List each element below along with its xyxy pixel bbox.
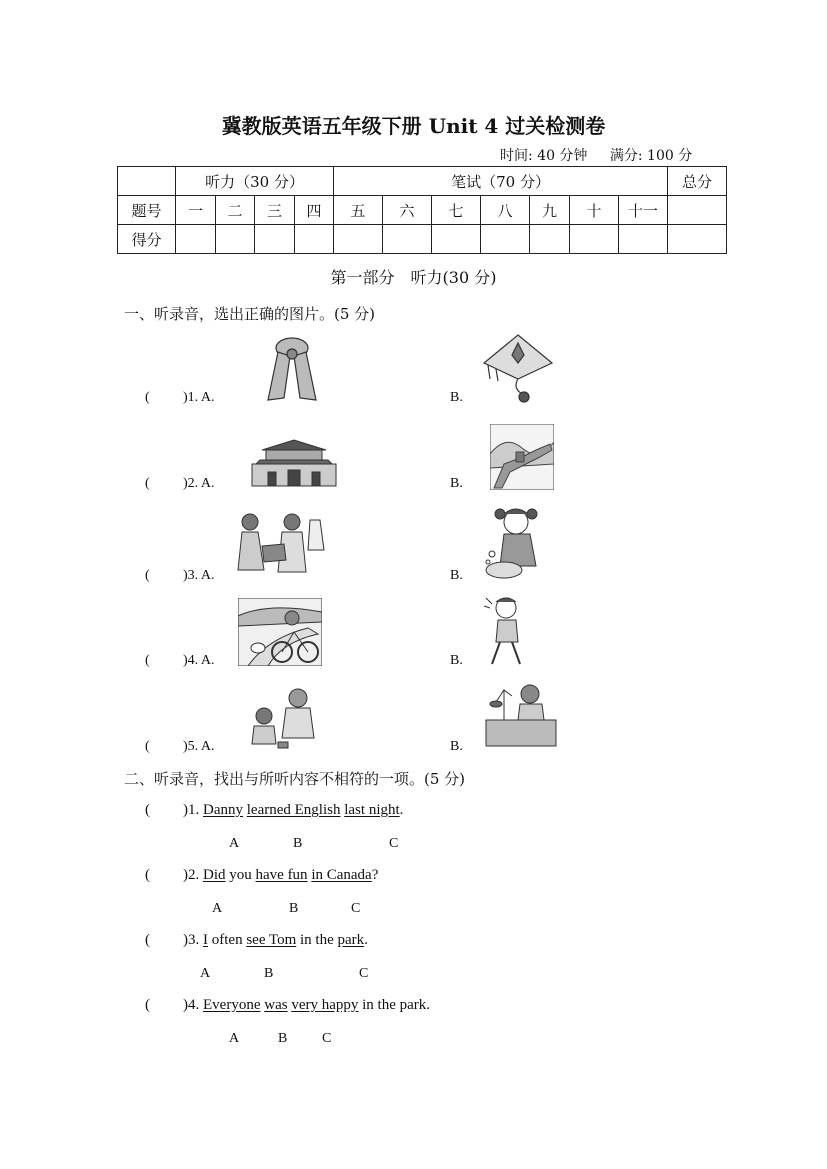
question-number: 一 [176,196,216,225]
question-number: 三 [255,196,295,225]
question-number: )5. A. [183,739,215,754]
question-number: )3. [183,932,203,948]
option-b-label: B. [450,476,463,491]
option-c-text: park [337,932,365,948]
question-number: )4. A. [183,653,215,668]
label-b: B [293,836,303,851]
sentence-end: ? [371,867,379,883]
answer-paren[interactable]: ( [145,867,150,883]
label-a: A [200,966,211,981]
text-gap: often [208,932,247,948]
palace-picture [248,438,340,490]
exam-info [500,145,692,165]
option-b-label: B. [450,390,463,405]
score-cell[interactable] [570,225,619,254]
question-number: 八 [481,196,530,225]
answer-paren[interactable]: ( [145,997,150,1013]
label-b: B [278,1031,288,1046]
scarf-picture [262,334,322,404]
question-number: )1. A. [183,390,215,405]
section-two-title: 二、听录音，找出与所听内容不相符的一项。(5 分) [124,770,466,788]
score-cell[interactable] [176,225,216,254]
label-b: B [289,901,299,916]
q2-item-1 [145,802,403,819]
riding-bike-picture [238,598,322,666]
girl-washing-picture [482,504,548,584]
question-number: 七 [432,196,481,225]
option-a-text: Did [203,867,226,883]
question-number: )2. [183,867,203,883]
score-cell[interactable] [432,225,481,254]
children-playing-picture [248,686,322,750]
question-number: )1. [183,802,203,818]
great-wall-picture [490,424,554,490]
question-row [145,476,215,492]
girl-at-desk-picture [484,680,558,750]
full-score: 满分: 100 分 [609,148,693,164]
option-b-text: have fun [255,867,308,883]
kite-picture [482,333,554,405]
label-a: A [229,1031,240,1046]
q2-item-2 [145,867,378,884]
score-table-corner [118,167,176,196]
question-row [145,390,215,406]
score-cell[interactable] [334,225,383,254]
label-c: C [389,836,399,851]
total-cell [668,196,727,225]
girl-running-picture [482,594,532,670]
option-a-text: I [203,932,208,948]
option-c-text: in Canada [311,867,372,883]
text-gap: in the [296,932,338,948]
question-number-label: 题号 [118,196,176,225]
time-limit: 时间: 40 分钟 [500,148,588,164]
score-cell[interactable] [255,225,295,254]
score-label: 得分 [118,225,176,254]
answer-paren[interactable]: ( [145,802,150,818]
shopping-women-picture [236,510,326,580]
option-b-text: was [264,997,288,1013]
label-c: C [351,901,361,916]
label-c: C [359,966,369,981]
question-row [145,739,215,755]
answer-paren[interactable]: ( [145,739,150,754]
question-number: )3. A. [183,568,215,583]
question-number: 十 [570,196,619,225]
score-cell[interactable] [216,225,255,254]
label-c: C [322,1031,332,1046]
question-number: 五 [334,196,383,225]
q2-item-3 [145,932,368,949]
option-b-label: B. [450,568,463,583]
score-cell[interactable] [668,225,727,254]
question-number: )2. A. [183,476,215,491]
sentence-end: in the park. [358,997,431,1013]
option-a-text: Danny [203,802,243,818]
section-one-title: 一、听录音，选出正确的图片。(5 分) [124,305,376,323]
question-number: )4. [183,997,203,1013]
score-cell[interactable] [295,225,334,254]
score-cell[interactable] [530,225,570,254]
label-a: A [212,901,223,916]
sentence-end: . [364,932,368,948]
question-number: 四 [295,196,334,225]
listening-header: 听力（30 分） [176,167,334,196]
option-b-label: B. [450,739,463,754]
writing-header: 笔试（70 分） [334,167,668,196]
q2-item-4 [145,997,430,1014]
text-gap: you [225,867,256,883]
option-c-text: last night [344,802,400,818]
option-a-text: Everyone [203,997,261,1013]
option-b-text: learned English [246,802,341,818]
option-c-text: very happy [291,997,359,1013]
total-header: 总分 [668,167,727,196]
label-a: A [229,836,240,851]
answer-paren[interactable]: ( [145,653,150,668]
question-number: 十一 [619,196,668,225]
answer-paren[interactable]: ( [145,932,150,948]
part-one-title: 第一部分 听力(30 分) [330,268,497,287]
answer-paren[interactable]: ( [145,390,150,405]
score-cell[interactable] [481,225,530,254]
option-b-text: see Tom [246,932,297,948]
question-number: 六 [383,196,432,225]
score-cell[interactable] [383,225,432,254]
question-row [145,653,215,669]
question-row [145,568,215,584]
option-b-label: B. [450,653,463,668]
sentence-end: . [399,802,404,818]
answer-paren[interactable]: ( [145,568,150,583]
score-table [117,166,727,254]
page-title: 冀教版英语五年级下册 Unit 4 过关检测卷 [221,114,606,138]
question-number: 二 [216,196,255,225]
answer-paren[interactable]: ( [145,476,150,491]
score-cell[interactable] [619,225,668,254]
question-number: 九 [530,196,570,225]
label-b: B [264,966,274,981]
